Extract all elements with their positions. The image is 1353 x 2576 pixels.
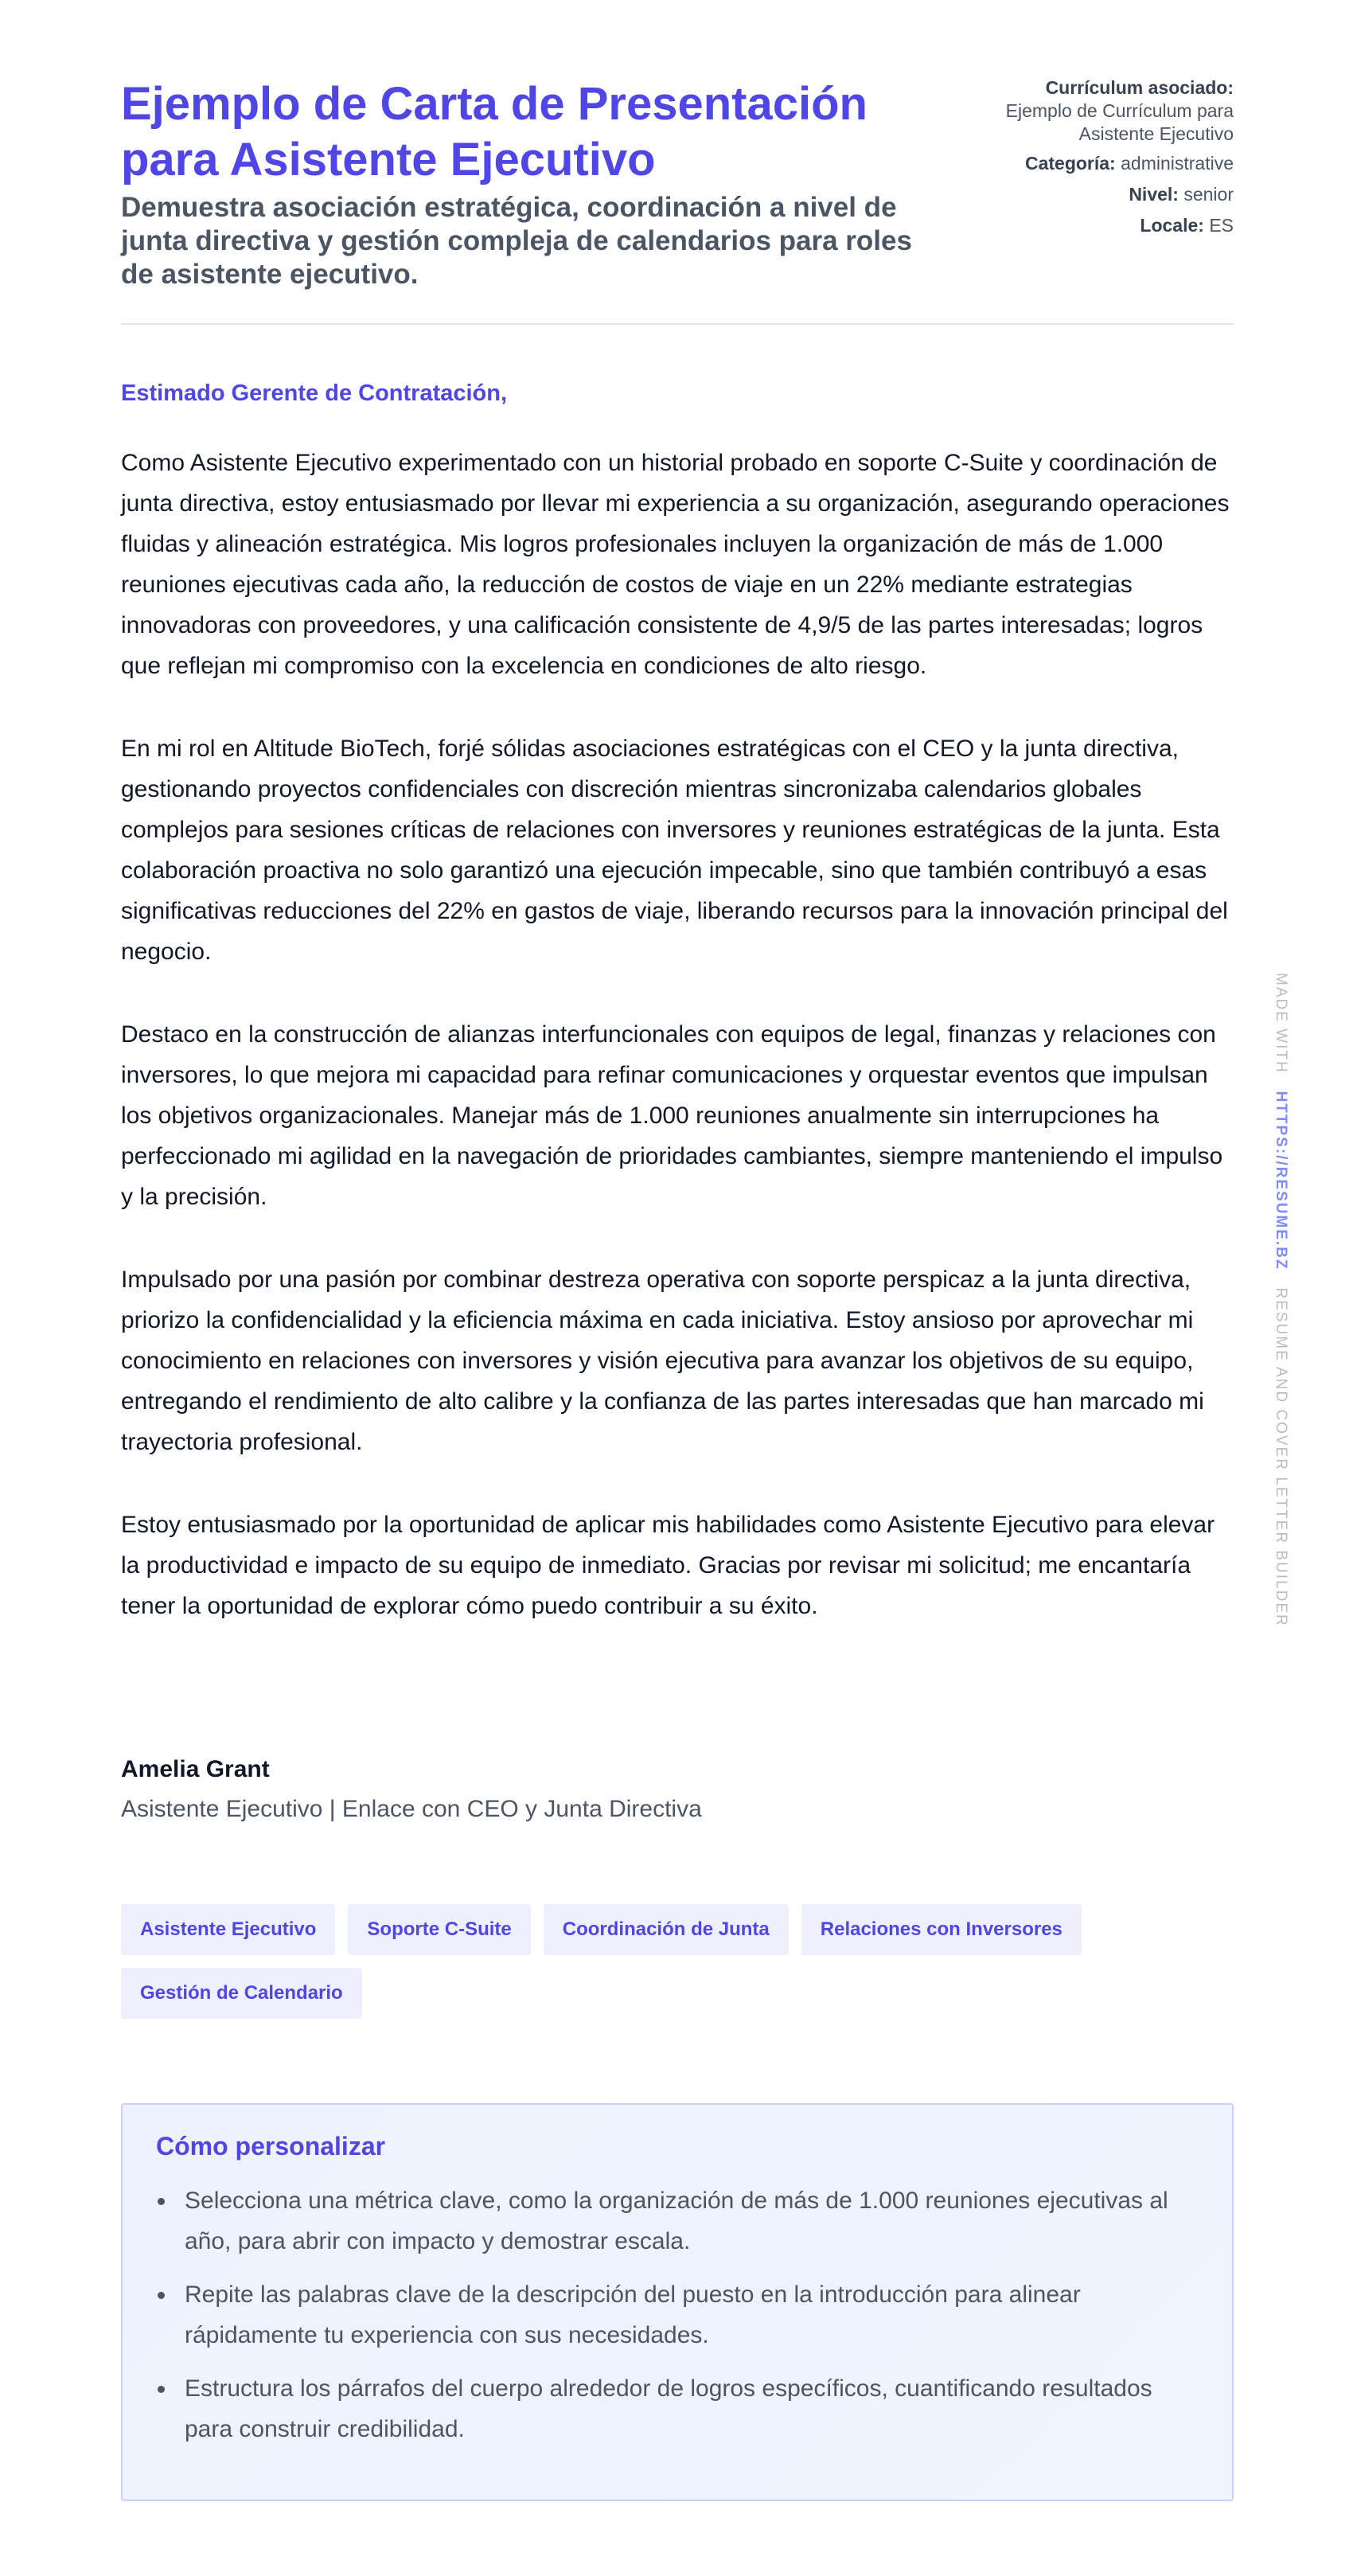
meta-locale bbox=[947, 214, 1234, 237]
letter-body bbox=[121, 443, 1234, 1669]
signature-block bbox=[121, 1756, 702, 1823]
tips-title: Cómo personalizar bbox=[156, 2132, 386, 2160]
watermark-link[interactable]: HTTPS://RESUME.BZ bbox=[1273, 1091, 1289, 1270]
watermark-prefix: MADE WITH bbox=[1273, 973, 1289, 1074]
signature-name: Amelia Grant bbox=[121, 1756, 270, 1782]
page-title: Ejemplo de Carta de Presentación para Asistente Ejecutivo bbox=[121, 78, 868, 185]
tips-list bbox=[156, 2180, 1199, 2449]
tag-coordinacion-junta[interactable]: Coordinación de Junta bbox=[544, 1904, 789, 1955]
letter-greeting: Estimado Gerente de Contratación, bbox=[121, 381, 508, 406]
signature-role: Asistente Ejecutivo | Enlace con CEO y Junta Directiva bbox=[121, 1796, 702, 1822]
tag-relaciones-inversores[interactable]: Relaciones con Inversores bbox=[801, 1904, 1082, 1955]
letter-paragraph: Destaco en la construcción de alianzas interfuncionales con equipos de legal, finanzas y relaciones con inversores, lo que mejora mi capacidad para refinar comunicaciones y orquestar eventos que impulsan los objetivos organizacionales. Manejar más de 1.000 reuniones anualmente sin interrupciones ha perfeccionado mi agilidad en la navegación de prioridades cambiantes, siempre manteniendo el impulso y la precisión. bbox=[121, 1021, 1223, 1210]
meta-level-label: Nivel: bbox=[1129, 184, 1179, 205]
customize-tips-box bbox=[121, 2103, 1234, 2501]
meta-resume-label: Currículum asociado: bbox=[1045, 77, 1234, 98]
meta-locale-value: ES bbox=[1209, 215, 1234, 236]
meta-category-value: administrative bbox=[1121, 153, 1234, 174]
tag-asistente-ejecutivo[interactable]: Asistente Ejecutivo bbox=[121, 1904, 335, 1955]
meta-level bbox=[947, 183, 1234, 206]
tag-gestion-calendario[interactable]: Gestión de Calendario bbox=[121, 1968, 362, 2019]
cover-letter-page bbox=[121, 0, 1234, 2442]
meta-locale-label: Locale: bbox=[1140, 215, 1204, 236]
letter-paragraph: Impulsado por una pasión por combinar destreza operativa con soporte perspicaz a la junta directiva, priorizo la confidencialidad y la eficiencia máxima en cada iniciativa. Estoy ansioso por aprovechar mi conocimiento en relaciones con inversores y visión ejecutiva para avanzar los objetivos de su equipo, entregando el rendimiento de alto calibre y la confianza de las partes interesadas que han marcado mi trayectoria profesional. bbox=[121, 1267, 1204, 1455]
meta-resume bbox=[947, 76, 1234, 146]
letter-paragraph: En mi rol en Altitude BioTech, forjé sólidas asociaciones estratégicas con el CEO y la junta directiva, gestionando proyectos confidenciales con discreción mientras sincronizaba calendarios globales complejos para sesiones críticas de relaciones con inversores y reuniones estratégicas de la junta. Esta colaboración proactiva no solo garantizó una ejecución impecable, sino que también contribuyó a esas significativas reducciones del 22% en gastos de viaje, liberando recursos para la innovación principal del negocio. bbox=[121, 736, 1228, 965]
letter-paragraph: Como Asistente Ejecutivo experimentado con un historial probado en soporte C-Suite y coordinación de junta directiva, estoy entusiasmado por llevar mi experiencia a su organización, asegurando operaciones fluidas y alineación estratégica. Mis logros profesionales incluyen la organización de más de 1.000 reuniones ejecutivas cada año, la reducción de costos de viaje en un 22% mediante estrategias innovadoras con proveedores, y una calificación consistente de 4,9/5 de las partes interesadas; logros que reflejan mi compromiso con la excelencia en condiciones de alto riesgo. bbox=[121, 450, 1230, 679]
tag-soporte-c-suite[interactable]: Soporte C-Suite bbox=[348, 1904, 530, 1955]
meta-category-label: Categoría: bbox=[1024, 153, 1116, 174]
keyword-tags bbox=[121, 1904, 1234, 2019]
meta-panel bbox=[947, 76, 1234, 245]
page-header bbox=[121, 0, 1234, 325]
tip-item: Repite las palabras clave de la descripción del puesto en la introducción para alinear rápidamente tu experiencia con sus necesidades. bbox=[156, 2274, 1199, 2355]
meta-resume-value[interactable]: Ejemplo de Currículum para Asistente Ejecutivo bbox=[1005, 100, 1234, 144]
meta-category bbox=[947, 152, 1234, 175]
made-with-watermark bbox=[1272, 973, 1289, 1627]
letter-paragraph: Estoy entusiasmado por la oportunidad de aplicar mis habilidades como Asistente Ejecutivo para elevar la productividad e impacto de su equipo de inmediato. Gracias por revisar mi solicitud; me encantaría tener la oportunidad de explorar cómo puedo contribuir a su éxito. bbox=[121, 1512, 1215, 1619]
tip-item: Selecciona una métrica clave, como la organización de más de 1.000 reuniones ejecutivas al año, para abrir con impacto y demostrar escala. bbox=[156, 2180, 1199, 2262]
page-subtitle: Demuestra asociación estratégica, coordinación a nivel de junta directiva y gestión compleja de calendarios para roles de asistente ejecutivo. bbox=[121, 192, 912, 290]
tip-item: Estructura los párrafos del cuerpo alrededor de logros específicos, cuantificando resultados para construir credibilidad. bbox=[156, 2368, 1199, 2449]
meta-level-value: senior bbox=[1183, 184, 1234, 205]
watermark-suffix: RESUME AND COVER LETTER BUILDER bbox=[1273, 1287, 1289, 1627]
